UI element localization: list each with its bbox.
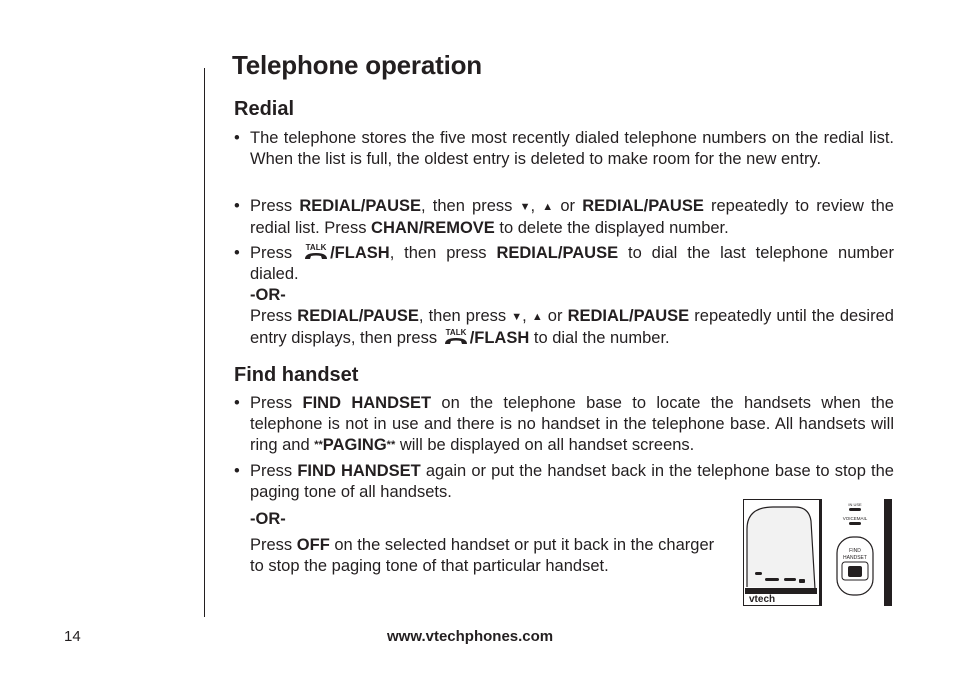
text: Press [250,197,293,215]
up-arrow-icon: ▲ [542,201,554,213]
flash-key: /FLASH [330,244,390,262]
find-handset-key: FIND HANDSET [302,394,432,412]
talk-phone-icon [442,328,470,346]
text: on the selected handset or put it back in the charger to stop the paging tone of that particular handset. [250,536,715,575]
telephone-base-illustration [743,499,892,606]
vtech-logo: vtech [749,594,776,605]
redial-pause-key: REDIAL/PAUSE [496,244,619,262]
talk-icon-label: TALK [305,243,327,252]
website-link[interactable]: www.vtechphones.com [387,628,554,645]
text: , [530,197,536,215]
text: to dial the last telephone number dialed. [250,244,894,283]
talk-icon-label: TALK [445,328,467,337]
redial-bullet-1-text: The telephone stores the five most recently dialed telephone numbers on the redial list. When the list is full, the oldest entry is deleted to make room for the new entry. [250,129,894,168]
text: to dial the number. [533,329,670,347]
or-separator: -OR- [250,510,286,528]
redial-bullet-2 [234,196,894,239]
text: Press [250,536,293,554]
bullet-dot: • [234,129,240,147]
paging-display-text: PAGING [322,436,387,454]
text: on the telephone base to locate the handsets when the telephone is not in use and there is no handset in the telephone base. All handsets will ring and [250,394,894,454]
bullet-dot: • [234,394,240,412]
in-use-label: IN USE [848,502,862,507]
find-handset-heading: Find handset [234,364,359,386]
find-bullet-2-wrap [234,461,894,503]
redial-pause-key: REDIAL/PAUSE [297,307,419,325]
text: repeatedly until the desired entry displays, then press [250,307,894,347]
redial-section [234,128,894,170]
text: Press [250,394,293,412]
page-title: Telephone operation [232,50,482,80]
margin-rule [204,68,205,617]
redial-bullet-3 [234,243,894,285]
text: will be displayed on all handset screens. [399,436,695,454]
redial-pause-key: REDIAL/PAUSE [567,307,690,325]
text: , then press [418,307,507,325]
talk-phone-icon [302,243,330,261]
text: or [560,197,576,215]
text: , then press [389,244,487,262]
bullet-dot: • [234,244,240,262]
redial-bullet-1 [234,128,894,170]
page-number: 14 [64,628,81,645]
text: again or put the handset back in the telephone base to stop the paging tone of all handsets. [250,462,894,501]
redial-bullet-3-wrap [234,243,894,285]
down-arrow-icon: ▼ [519,201,531,213]
stars: ** [386,439,396,451]
redial-or-block [250,285,894,349]
text: , then press [421,197,513,215]
text: Press [250,462,293,480]
find-bullet-1-wrap [234,393,894,456]
find-alt-text [250,535,730,577]
find-bullet-1 [234,393,894,456]
text: or [547,307,563,325]
find-handset-key: FIND HANDSET [297,462,421,480]
find-or-block [250,509,730,577]
find-label: FIND [849,548,861,554]
redial-bullet-2-wrap [234,196,894,239]
handset-label: HANDSET [843,555,867,561]
find-bullet-2 [234,461,894,503]
redial-pause-key: REDIAL/PAUSE [582,197,704,215]
flash-key: /FLASH [469,329,530,347]
text: to delete the displayed number. [499,219,729,237]
down-arrow-icon: ▼ [511,311,523,323]
off-key: OFF [296,536,330,554]
chan-remove-key: CHAN/REMOVE [371,219,495,237]
bullet-dot: • [234,462,240,480]
bullet-dot: • [234,197,240,215]
up-arrow-icon: ▲ [531,311,543,323]
redial-pause-key: REDIAL/PAUSE [299,197,421,215]
or-separator: -OR- [250,286,286,304]
text: Press [250,307,293,325]
redial-alt-text [250,306,894,349]
text: , [522,307,527,325]
voicemail-label: VOICEMAIL [842,516,868,521]
redial-heading: Redial [234,98,295,120]
stars: ** [314,439,323,451]
text: repeatedly to review the redial list. Press [250,197,894,237]
text: Press [250,244,293,262]
